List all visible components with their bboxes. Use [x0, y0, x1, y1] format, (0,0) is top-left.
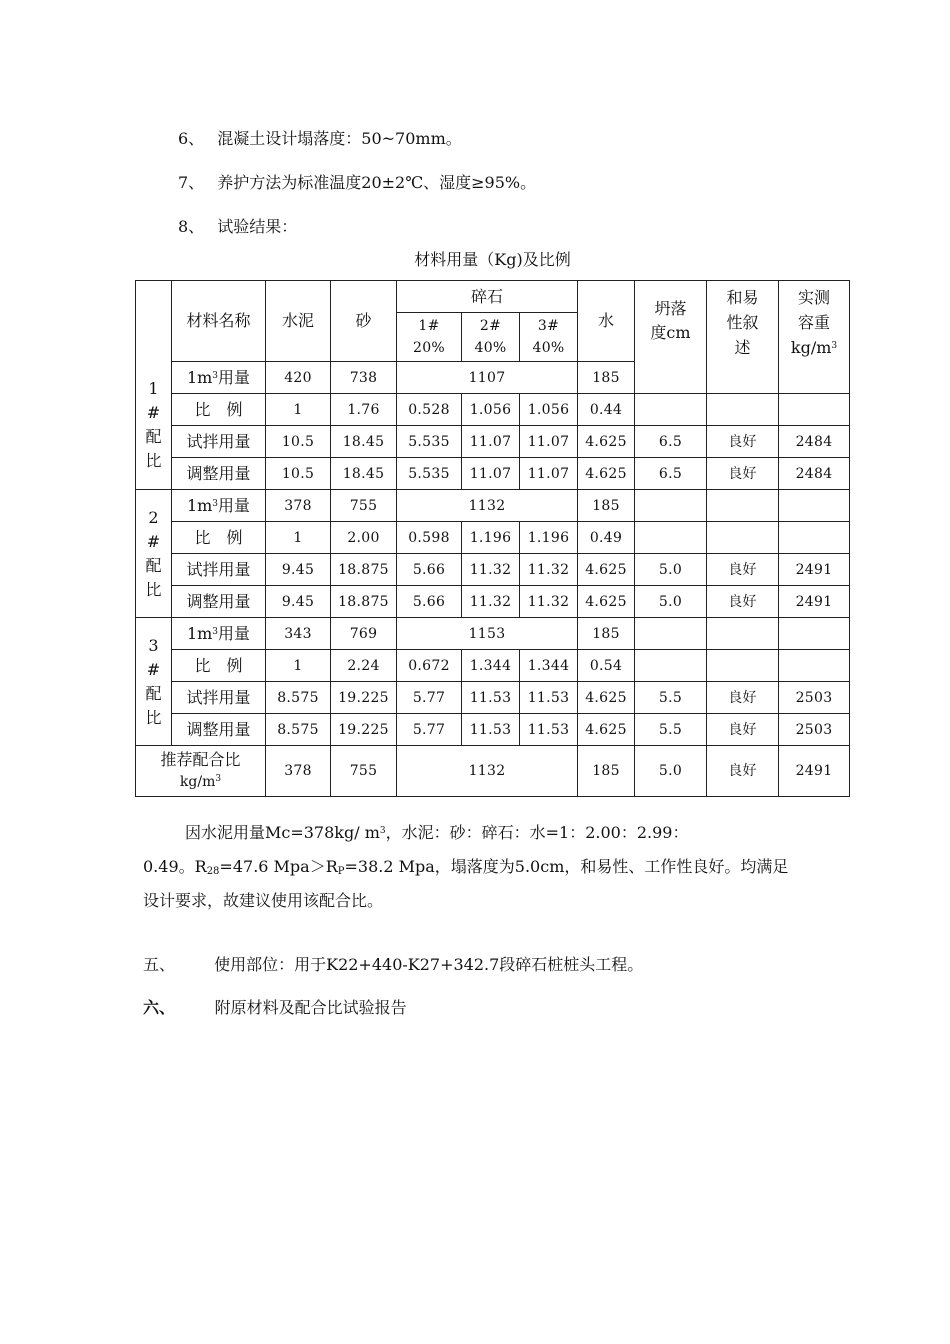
section-5	[143, 952, 643, 975]
header-gravel-3	[520, 313, 578, 362]
row-name	[172, 490, 266, 522]
header-workability-line3: 述	[734, 338, 751, 357]
table-caption: 材料用量（Kg)及比例	[414, 250, 571, 269]
group-2-label-char: #	[146, 531, 161, 551]
group-3-label-char: #	[146, 659, 161, 679]
conclusion-paragraph	[143, 816, 823, 918]
row-name-sup: 3	[212, 626, 219, 637]
cell-water: 185	[578, 746, 635, 797]
cell-water: 4.625	[578, 682, 635, 714]
item-6	[178, 126, 462, 149]
cell-gravel-3: 11.32	[520, 586, 578, 618]
cell-sand: 2.00	[331, 522, 397, 554]
cell-gravel-3: 1.056	[520, 394, 578, 426]
cell-water: 185	[578, 618, 635, 650]
cell-cement: 378	[266, 490, 331, 522]
cell-water: 0.54	[578, 650, 635, 682]
item-7-text: 养护方法为标准温度20±2℃、湿度≥95%。	[217, 173, 537, 192]
row-name-text: 1m	[186, 623, 213, 643]
cell-gravel-3: 11.53	[520, 682, 578, 714]
cell-slump: 6.5	[635, 426, 707, 458]
cell-gravel-2: 1.344	[462, 650, 520, 682]
cell-density: 2491	[779, 746, 850, 797]
row-name: 试拌用量	[172, 554, 266, 586]
cell-slump: 5.5	[635, 714, 707, 746]
cell-cement: 1	[266, 394, 331, 426]
cell-gravel-total: 1132	[397, 490, 578, 522]
section-5-text: 使用部位：用于K22+440-K27+342.7段碎石桩桩头工程。	[214, 955, 644, 974]
cell-sand: 1.76	[331, 394, 397, 426]
cell-gravel-1: 5.77	[397, 714, 462, 746]
recommended-label-line2	[136, 771, 265, 793]
row-name	[172, 362, 266, 394]
cell-gravel-3: 11.53	[520, 714, 578, 746]
table-row	[136, 394, 850, 426]
cell-gravel-1: 5.77	[397, 682, 462, 714]
cell-water: 4.625	[578, 554, 635, 586]
cell-workability	[707, 522, 779, 554]
group-2-label-char: 比	[145, 579, 162, 599]
conclusion-text: ，水泥：砂：碎石：水=1：2.00：2.99：	[385, 823, 689, 842]
cell-water: 4.625	[578, 714, 635, 746]
cell-slump: 5.5	[635, 682, 707, 714]
cell-gravel-total: 1153	[397, 618, 578, 650]
cell-gravel-2: 11.53	[462, 682, 520, 714]
row-name: 比 例	[172, 394, 266, 426]
cell-sand: 738	[331, 362, 397, 394]
cell-workability: 良好	[707, 746, 779, 797]
cell-water: 185	[578, 362, 635, 394]
row-name-text: 用量	[218, 367, 251, 387]
cell-workability	[707, 490, 779, 522]
header-density	[779, 281, 850, 394]
section-5-number: 五、	[143, 955, 176, 974]
cell-workability: 良好	[707, 426, 779, 458]
cell-gravel-3: 1.344	[520, 650, 578, 682]
section-6-text: 附原材料及配合比试验报告	[214, 998, 407, 1017]
cell-density: 2491	[779, 586, 850, 618]
conclusion-text: 0.49。R	[143, 857, 207, 876]
cell-gravel-2: 11.53	[462, 714, 520, 746]
conclusion-text: =38.2 Mpa，塌落度为5.0cm，和易性、工作性良好。均满足	[344, 857, 789, 876]
cell-gravel-3: 11.32	[520, 554, 578, 586]
cell-gravel-total: 1107	[397, 362, 578, 394]
cell-slump	[635, 490, 707, 522]
header-density-line1: 实测	[797, 288, 830, 307]
cell-cement: 1	[266, 522, 331, 554]
header-density-line2: 容重	[797, 313, 830, 332]
cell-slump	[635, 522, 707, 554]
cell-gravel-1: 5.535	[397, 458, 462, 490]
cell-slump: 5.0	[635, 554, 707, 586]
cell-cement: 10.5	[266, 426, 331, 458]
cell-slump	[635, 394, 707, 426]
recommended-row	[136, 746, 850, 797]
cell-gravel-2: 1.056	[462, 394, 520, 426]
row-name: 调整用量	[172, 458, 266, 490]
row-name-text: 1m	[186, 367, 213, 387]
table-row	[136, 682, 850, 714]
row-name: 试拌用量	[172, 426, 266, 458]
cell-cement: 9.45	[266, 554, 331, 586]
item-8-text: 试验结果：	[217, 217, 298, 236]
row-name: 比 例	[172, 650, 266, 682]
cell-density	[779, 618, 850, 650]
cell-sand: 755	[331, 490, 397, 522]
group-1-label-char: 1	[148, 379, 159, 398]
cell-gravel-2: 1.196	[462, 522, 520, 554]
cell-workability: 良好	[707, 586, 779, 618]
row-name: 调整用量	[172, 714, 266, 746]
table-row	[136, 522, 850, 554]
cell-density	[779, 490, 850, 522]
group-1-label-char: #	[146, 403, 161, 422]
cell-gravel-3: 11.07	[520, 458, 578, 490]
group-2-label	[136, 490, 172, 618]
conclusion-sub: P	[337, 866, 345, 877]
section-6-number: 六、	[143, 998, 176, 1017]
group-1-label-char: 配	[145, 427, 162, 446]
cell-density: 2491	[779, 554, 850, 586]
cell-gravel-1: 5.66	[397, 586, 462, 618]
conclusion-sup: 3	[379, 826, 386, 836]
header-sand: 砂	[331, 281, 397, 362]
header-gravel-1-id: 1#	[418, 318, 440, 334]
table-row	[136, 490, 850, 522]
row-name-text: 用量	[218, 623, 251, 643]
cell-gravel-total: 1132	[397, 746, 578, 797]
cell-slump: 5.0	[635, 746, 707, 797]
cell-cement: 8.575	[266, 714, 331, 746]
recommended-label	[136, 746, 266, 797]
header-gravel-2	[462, 313, 520, 362]
cell-gravel-1: 0.598	[397, 522, 462, 554]
header-gravel-1	[397, 313, 462, 362]
conclusion-text: =47.6 Mpa＞R	[219, 857, 338, 876]
header-gravel-3-pct: 40%	[532, 340, 565, 356]
recommended-unit: kg/m	[179, 774, 216, 790]
cell-water: 0.49	[578, 522, 635, 554]
recommended-unit-sup: 3	[215, 774, 222, 784]
row-name-text: 1m	[186, 495, 213, 515]
group-3-label-char: 配	[145, 683, 162, 703]
cell-gravel-2: 11.32	[462, 554, 520, 586]
header-density-unit-sup: 3	[831, 341, 838, 351]
group-3-label-char: 3	[148, 635, 159, 655]
row-name: 调整用量	[172, 586, 266, 618]
cell-density: 2484	[779, 458, 850, 490]
cell-slump	[635, 650, 707, 682]
cell-slump: 6.5	[635, 458, 707, 490]
header-density-unit: kg/m	[790, 338, 832, 357]
header-water: 水	[578, 281, 635, 362]
cell-cement: 9.45	[266, 586, 331, 618]
item-7	[178, 170, 536, 193]
cell-density: 2503	[779, 714, 850, 746]
header-workability-line2: 性叙	[726, 313, 759, 332]
table-row	[136, 458, 850, 490]
item-8-number: 8、	[178, 217, 205, 236]
row-name-sup: 3	[212, 498, 219, 509]
group-2-label-char: 2	[148, 507, 159, 527]
cell-water: 4.625	[578, 458, 635, 490]
row-name	[172, 618, 266, 650]
header-gravel: 碎石	[397, 281, 578, 313]
header-gravel-2-id: 2#	[479, 318, 502, 334]
cell-gravel-3: 11.07	[520, 426, 578, 458]
cell-water: 4.625	[578, 586, 635, 618]
mix-proportion-table	[135, 280, 850, 797]
table-row	[136, 650, 850, 682]
table-row	[136, 426, 850, 458]
header-workability-line1: 和易	[726, 288, 759, 307]
group-1-label-char: 比	[145, 451, 162, 470]
cell-density: 2484	[779, 426, 850, 458]
header-material: 材料名称	[172, 281, 266, 362]
cell-cement: 420	[266, 362, 331, 394]
cell-cement: 343	[266, 618, 331, 650]
cell-sand: 2.24	[331, 650, 397, 682]
header-gravel-3-id: 3#	[537, 318, 560, 334]
cell-density: 2503	[779, 682, 850, 714]
header-row-1	[136, 281, 850, 313]
cell-sand: 18.45	[331, 458, 397, 490]
header-gravel-2-pct: 40%	[474, 340, 507, 356]
cell-workability	[707, 618, 779, 650]
cell-cement: 10.5	[266, 458, 331, 490]
header-slump-line1: 坍落	[654, 299, 687, 318]
header-slump	[635, 281, 707, 394]
cell-gravel-3: 1.196	[520, 522, 578, 554]
cell-workability	[707, 650, 779, 682]
cell-sand: 19.225	[331, 682, 397, 714]
cell-sand: 19.225	[331, 714, 397, 746]
cell-workability: 良好	[707, 682, 779, 714]
conclusion-line-1	[143, 816, 823, 850]
cell-sand: 18.45	[331, 426, 397, 458]
conclusion-sub: 28	[206, 866, 220, 877]
cell-gravel-1: 5.66	[397, 554, 462, 586]
item-6-text: 混凝土设计塌落度：50~70mm。	[217, 129, 462, 148]
conclusion-line-3: 设计要求，故建议使用该配合比。	[143, 891, 384, 910]
cell-sand: 755	[331, 746, 397, 797]
group-1-label	[136, 281, 172, 490]
row-name: 试拌用量	[172, 682, 266, 714]
cell-workability: 良好	[707, 714, 779, 746]
cell-water: 0.44	[578, 394, 635, 426]
cell-slump: 5.0	[635, 586, 707, 618]
conclusion-text: 因水泥用量Mc=378kg/ m	[185, 823, 380, 842]
item-8	[178, 214, 297, 237]
section-6	[143, 995, 407, 1018]
header-gravel-1-pct: 20%	[412, 340, 446, 356]
cell-density	[779, 522, 850, 554]
table-row	[136, 586, 850, 618]
cell-cement: 8.575	[266, 682, 331, 714]
cell-sand: 18.875	[331, 554, 397, 586]
group-2-label-char: 配	[145, 555, 162, 575]
cell-slump	[635, 618, 707, 650]
header-slump-line2: 度cm	[650, 323, 691, 342]
item-7-number: 7、	[178, 173, 205, 192]
cell-gravel-1: 0.528	[397, 394, 462, 426]
cell-gravel-2: 11.07	[462, 426, 520, 458]
cell-cement: 1	[266, 650, 331, 682]
conclusion-line-2	[143, 850, 823, 884]
table-row	[136, 618, 850, 650]
row-name: 比 例	[172, 522, 266, 554]
item-6-number: 6、	[178, 129, 205, 148]
cell-density	[779, 650, 850, 682]
header-density-line3	[779, 335, 849, 360]
group-3-label-char: 比	[145, 707, 162, 727]
table-row	[136, 714, 850, 746]
cell-cement: 378	[266, 746, 331, 797]
cell-sand: 769	[331, 618, 397, 650]
cell-gravel-1: 5.535	[397, 426, 462, 458]
table-row	[136, 554, 850, 586]
row-name-text: 用量	[218, 495, 251, 515]
cell-workability	[707, 394, 779, 426]
recommended-label-line1: 推荐配合比	[160, 750, 241, 769]
group-3-label	[136, 618, 172, 746]
cell-sand: 18.875	[331, 586, 397, 618]
row-name-sup: 3	[212, 370, 219, 381]
header-workability	[707, 281, 779, 394]
cell-density	[779, 394, 850, 426]
cell-gravel-1: 0.672	[397, 650, 462, 682]
cell-gravel-2: 11.32	[462, 586, 520, 618]
header-cement: 水泥	[266, 281, 331, 362]
cell-water: 185	[578, 490, 635, 522]
cell-workability: 良好	[707, 554, 779, 586]
cell-workability: 良好	[707, 458, 779, 490]
cell-gravel-2: 11.07	[462, 458, 520, 490]
cell-water: 4.625	[578, 426, 635, 458]
